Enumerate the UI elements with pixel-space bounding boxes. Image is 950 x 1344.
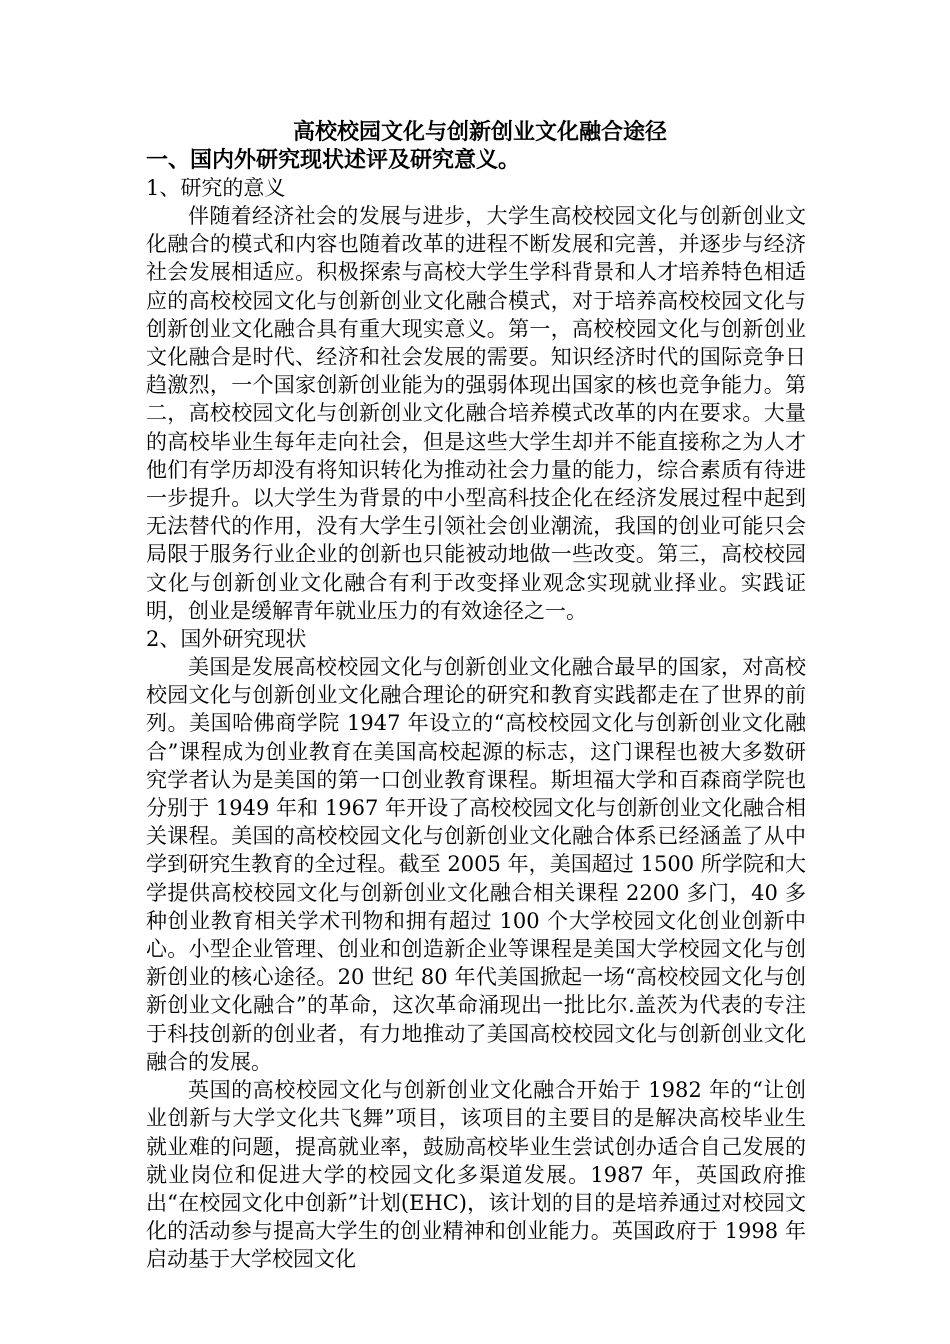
document-title: 高校校园文化与创新创业文化融合途径	[292, 119, 667, 145]
section-heading: 一、国内外研究现状述评及研究意义。	[146, 147, 521, 173]
paragraph-significance: 伴随着经济社会的发展与进步，大学生高校校园文化与创新创业文化融合的模式和内容也随着改革的进程不断发展和完善，并逐步与经济社会发展相适应。积极探索与高校大学生学科背景和人才培养特色相适应的高校校园文化与创新创业文化融合模式，对于培养高校校园文化与创新创业文化融合具有重大现实意义。第一，高校校园文化与创新创业文化融合是时代、经济和社会发展的需要。知识经济时代的国际竞争日趋激烈，一个国家创新创业能为的强弱体现出国家的核也竞争能力。第二，高校校园文化与创新创业文化融合培养模式改革的内在要求。大量的高校毕业生每年走向社会，但是这些大学生却并不能直接称之为人才他们有学历却没有将知识转化为推动社会力量的能力，综合素质有待进一步提升。以大学生为背景的中小型高科技企化在经济发展过程中起到无法替代的作用，没有大学生引领社会创业潮流，我国的创业可能只会局限于服务行业企业的创新也只能被动地做一些改变。第三，高校校园文化与创新创业文化融合有利于改变择业观念实现就业择业。实践证明，创业是缓解青年就业压力的有效途径之一。	[146, 204, 806, 623]
subsection-heading-significance: 1、研究的意义	[146, 176, 286, 200]
subsection-heading-foreign-research: 2、国外研究现状	[146, 627, 307, 652]
document-page	[146, 118, 806, 1274]
paragraph-uk: 英国的高校校园文化与创新创业文化融合开始于 1982 年的“让创业创新与大学文化共飞舞”项目，该项目的主要目的是解决高校毕业生就业难的问题，提高就业率，鼓励高校毕业生尝试创办适合自己发展的就业岗位和促进大学的校园文化多渠道发展。1987 年，英国政府推出“在校园文化中创新”计划(EHC)，该计划的目的是培养通过对校园文化的活动参与提高大学生的创业精神和创业能力。英国政府于 1998 年启动基于大学校园文化	[146, 1078, 806, 1272]
paragraph-usa: 美国是发展高校校园文化与创新创业文化融合最早的国家，对高校校园文化与创新创业文化融合理论的研究和教育实践都走在了世界的前列。美国哈佛商学院 1947 年设立的“高校校园文化与创新创业文化融合”课程成为创业教育在美国高校起源的标志，这门课程也被大多数研究学者认为是美国的第一口创业教育课程。斯坦福大学和百森商学院也分别于 1949 年和 1967 年开设了高校校园文化与创新创业文化融合相关课程。美国的高校校园文化与创新创业文化融合体系已经涵盖了从中学到研究生教育的全过程。截至 2005 年，美国超过 1500 所学院和大学提供高校校园文化与创新创业文化融合相关课程 2200 多门，40 多种创业教育相关学术刊物和拥有超过 100 个大学校园文化创业创新中心。小型企业管理、创业和创造新企业等课程是美国大学校园文化与创新创业的核心途径。20 世纪 80 年代美国掀起一场“高校校园文化与创新创业文化融合”的革命，这次革命涌现出一批比尔.盖茨为代表的专注于科技创新的创业者，有力地推动了美国高校校园文化与创新创业文化融合的发展。	[146, 655, 806, 1074]
